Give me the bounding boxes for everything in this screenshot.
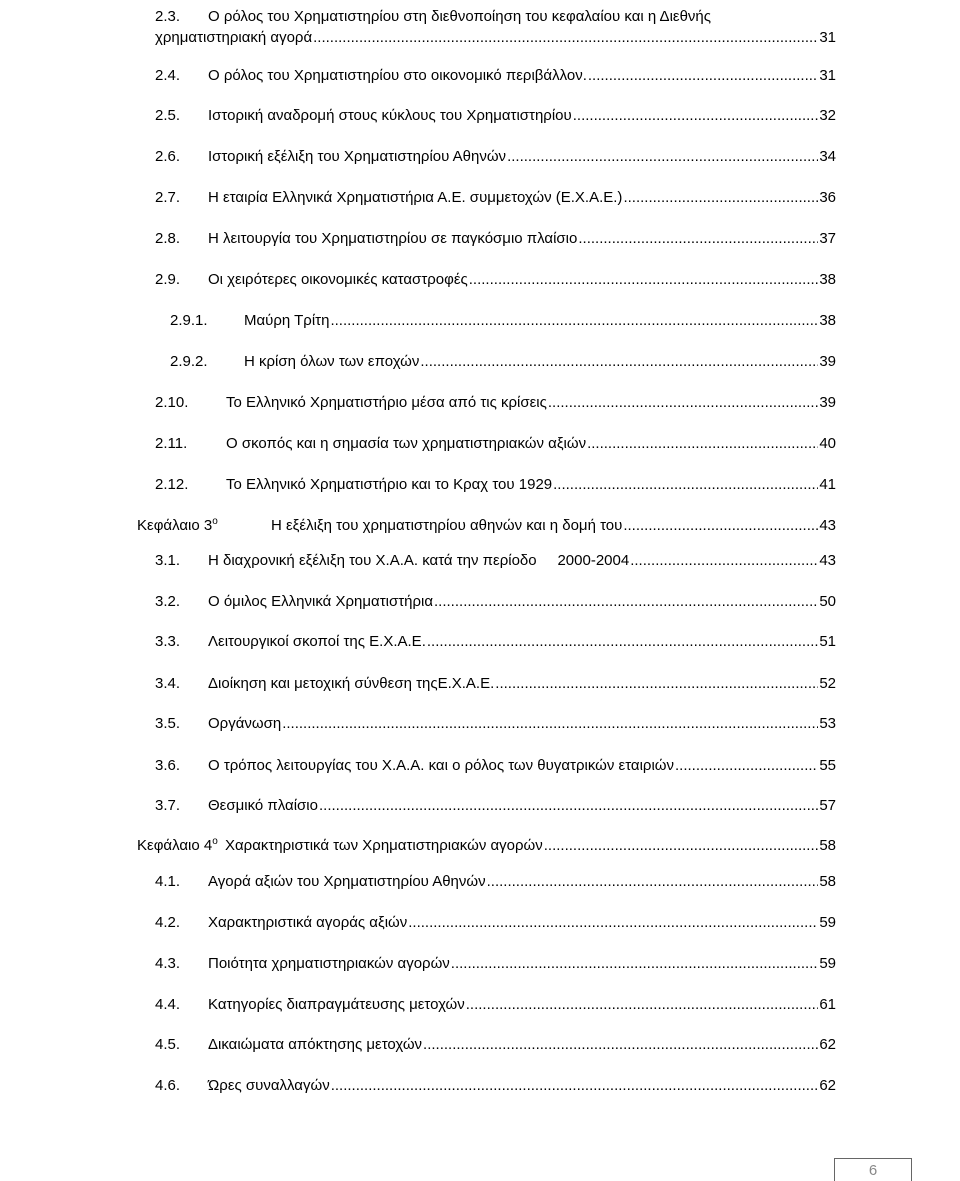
toc-leader-dots — [282, 714, 818, 734]
toc-number: 4.2. — [155, 914, 181, 931]
toc-entry-2-3[interactable] — [155, 8, 836, 48]
toc-page: 34 — [819, 148, 836, 165]
toc-entry-4-4[interactable] — [155, 995, 836, 1015]
toc-page: 38 — [819, 312, 836, 329]
toc-page: 40 — [819, 435, 836, 452]
toc-leader-dots — [331, 1076, 819, 1096]
toc-title: Οργάνωση — [208, 715, 282, 732]
page-number: 6 — [868, 1162, 878, 1179]
toc-entry-2-7[interactable] — [155, 188, 836, 208]
toc-leader-dots — [507, 147, 818, 167]
toc-leader-dots — [423, 1035, 818, 1055]
toc-number: 2.4. — [155, 67, 181, 84]
toc-page: 31 — [819, 29, 836, 46]
toc-entry-2-11[interactable] — [155, 434, 836, 454]
toc-number: 2.9.2. — [170, 353, 208, 370]
toc-entry-4-5[interactable] — [155, 1035, 836, 1055]
toc-page: 31 — [819, 67, 836, 84]
toc-leader-dots — [469, 270, 819, 290]
toc-title: Ώρες συναλλαγών — [208, 1077, 330, 1094]
toc-leader-dots — [675, 756, 818, 776]
toc-number: 2.11. — [155, 435, 188, 452]
toc-title: χρηματιστηριακή αγορά — [155, 29, 313, 46]
toc-number: 2.3. — [155, 8, 181, 25]
toc-number: 4.6. — [155, 1077, 181, 1094]
toc-entry-chapter-4[interactable] — [137, 836, 836, 856]
toc-entry-3-6[interactable] — [155, 756, 836, 776]
toc-title: Διοίκηση και μετοχική σύνθεση τηςΕ.Χ.Α.Ε. — [208, 675, 495, 692]
toc-leader-dots — [548, 393, 818, 413]
toc-leader-dots — [408, 913, 818, 933]
toc-page: 52 — [819, 675, 836, 692]
toc-page: 61 — [819, 996, 836, 1013]
toc-chapter-label: Κεφάλαιο $3^o$ — [137, 516, 218, 534]
toc-title: Κατηγορίες διαπραγμάτευσης μετοχών — [208, 996, 465, 1013]
toc-number: 3.5. — [155, 715, 181, 732]
toc-title: Ο σκοπός και η σημασία των χρηματιστηριακών αξιών — [226, 435, 587, 452]
toc-leader-dots — [466, 995, 819, 1015]
toc-entry-2-4[interactable] — [155, 66, 836, 86]
toc-number: 2.12. — [155, 476, 189, 493]
toc-entry-2-6[interactable] — [155, 147, 836, 167]
toc-chapter-label: Κεφάλαιο $4^o$ — [137, 836, 218, 854]
toc-page: 50 — [819, 593, 836, 610]
toc-leader-dots — [623, 188, 818, 208]
toc-entry-3-5[interactable] — [155, 714, 836, 734]
toc-title: Θεσμικό πλαίσιο — [208, 797, 318, 814]
toc-title: Χαρακτηριστικά των Χρηματιστηριακών αγορών — [225, 837, 543, 854]
toc-leader-dots — [330, 311, 818, 331]
toc-number: 4.5. — [155, 1036, 181, 1053]
toc-title: Αγορά αξιών του Χρηματιστηρίου Αθηνών — [208, 873, 486, 890]
toc-entry-3-3[interactable] — [155, 632, 836, 652]
toc-title: Το Ελληνικό Χρηματιστήριο μέσα από τις κρίσεις — [226, 394, 547, 411]
toc-entry-2-5[interactable] — [155, 106, 836, 126]
toc-number: 2.8. — [155, 230, 181, 247]
toc-leader-dots — [420, 352, 818, 372]
toc-page: 58 — [819, 837, 836, 854]
toc-entry-3-4[interactable] — [155, 674, 836, 694]
toc-title: Η διαχρονική εξέλιξη του Χ.Α.Α. κατά την περίοδο 2000-2004 — [208, 552, 630, 569]
toc-number: 3.7. — [155, 797, 181, 814]
toc-page: 41 — [819, 476, 836, 493]
toc-title: Χαρακτηριστικά αγοράς αξιών — [208, 914, 408, 931]
toc-page: 53 — [819, 715, 836, 732]
toc-number: 2.9.1. — [170, 312, 208, 329]
toc-page: 55 — [819, 757, 836, 774]
toc-page: 58 — [819, 873, 836, 890]
toc-title: Οι χειρότερες οικονομικές καταστροφές — [208, 271, 468, 288]
toc-number: 3.3. — [155, 633, 181, 650]
toc-title: Ο τρόπος λειτουργίας του Χ.Α.Α. και ο ρόλος των θυγατρικών εταιριών — [208, 757, 674, 774]
toc-page: 43 — [819, 517, 836, 534]
toc-number: 2.10. — [155, 394, 189, 411]
toc-page: 32 — [819, 107, 836, 124]
toc-title: Ιστορική εξέλιξη του Χρηματιστηρίου Αθηνών — [208, 148, 507, 165]
toc-title: Η εξέλιξη του χρηματιστηρίου αθηνών και η δομή του — [271, 517, 623, 534]
toc-title-line1: Ο ρόλος του Χρηματιστηρίου στη διεθνοποίηση του κεφαλαίου και η Διεθνής — [208, 8, 711, 25]
toc-page: 37 — [819, 230, 836, 247]
toc-title: Το Ελληνικό Χρηματιστήριο και το Κραχ του 1929 — [226, 476, 553, 493]
toc-leader-dots — [573, 106, 819, 126]
toc-leader-dots — [578, 229, 818, 249]
toc-number: 4.1. — [155, 873, 181, 890]
toc-leader-dots — [313, 28, 818, 48]
toc-entry-3-7[interactable] — [155, 796, 836, 816]
toc-leader-dots — [495, 674, 818, 694]
toc-title: Ο όμιλος Ελληνικά Χρηματιστήρια — [208, 593, 434, 610]
toc-page: 57 — [819, 797, 836, 814]
toc-number: 3.1. — [155, 552, 181, 569]
toc-entry-2-9-1[interactable] — [170, 311, 836, 331]
toc-title: Ο ρόλος του Χρηματιστηρίου στο οικονομικό περιβάλλον. — [208, 67, 587, 84]
toc-page: 51 — [819, 633, 836, 650]
toc-entry-chapter-3[interactable] — [137, 516, 836, 536]
toc-entry-3-2[interactable] — [155, 592, 836, 612]
toc-number: 2.5. — [155, 107, 181, 124]
toc-entry-2-12[interactable] — [155, 475, 836, 495]
toc-entry-2-10[interactable] — [155, 393, 836, 413]
toc-entry-2-8[interactable] — [155, 229, 836, 249]
toc-title: Η εταιρία Ελληνικά Χρηματιστήρια Α.Ε. συμμετοχών (Ε.Χ.Α.Ε.) — [208, 189, 623, 206]
toc-leader-dots — [544, 836, 819, 856]
toc-number: 3.4. — [155, 675, 181, 692]
toc-number: 2.7. — [155, 189, 181, 206]
toc-page: 62 — [819, 1036, 836, 1053]
toc-leader-dots — [553, 475, 818, 495]
page-number-box — [834, 1158, 912, 1181]
toc-leader-dots — [587, 434, 818, 454]
toc-number: 4.4. — [155, 996, 181, 1013]
toc-number: 4.3. — [155, 955, 181, 972]
toc-leader-dots — [434, 592, 818, 612]
toc-number: 3.2. — [155, 593, 181, 610]
toc-number: 2.9. — [155, 271, 181, 288]
toc-entry-4-3[interactable] — [155, 954, 836, 974]
toc-title: Δικαιώματα απόκτησης μετοχών — [208, 1036, 423, 1053]
toc-number: 3.6. — [155, 757, 181, 774]
toc-leader-dots — [427, 632, 818, 652]
toc-entry-4-2[interactable] — [155, 913, 836, 933]
toc-leader-dots — [451, 954, 819, 974]
toc-leader-dots — [630, 551, 818, 571]
toc-page: 38 — [819, 271, 836, 288]
toc-number: 2.6. — [155, 148, 181, 165]
toc-entry-4-1[interactable] — [155, 872, 836, 892]
toc-title: Ιστορική αναδρομή στους κύκλους του Χρηματιστηρίου — [208, 107, 572, 124]
toc-page: 43 — [819, 552, 836, 569]
toc-leader-dots — [588, 66, 818, 86]
toc-page: 39 — [819, 353, 836, 370]
toc-page: 59 — [819, 955, 836, 972]
toc-title: Λειτουργικοί σκοποί της Ε.Χ.Α.Ε. — [208, 633, 426, 650]
toc-entry-2-9-2[interactable] — [170, 352, 836, 372]
toc-page: 36 — [819, 189, 836, 206]
toc-page: 62 — [819, 1077, 836, 1094]
toc-title: Ποιότητα χρηματιστηριακών αγορών — [208, 955, 450, 972]
toc-title: Η κρίση όλων των εποχών — [244, 353, 420, 370]
toc-leader-dots — [319, 796, 818, 816]
toc-entry-2-9[interactable] — [155, 270, 836, 290]
toc-entry-3-1[interactable] — [155, 551, 836, 571]
toc-leader-dots — [623, 516, 818, 536]
toc-page: 59 — [819, 914, 836, 931]
toc-entry-4-6[interactable] — [155, 1076, 836, 1096]
toc-leader-dots — [487, 872, 819, 892]
toc-page: 39 — [819, 394, 836, 411]
toc-title: Μαύρη Τρίτη — [244, 312, 330, 329]
toc-title: Η λειτουργία του Χρηματιστηρίου σε παγκόσμιο πλαίσιο — [208, 230, 578, 247]
